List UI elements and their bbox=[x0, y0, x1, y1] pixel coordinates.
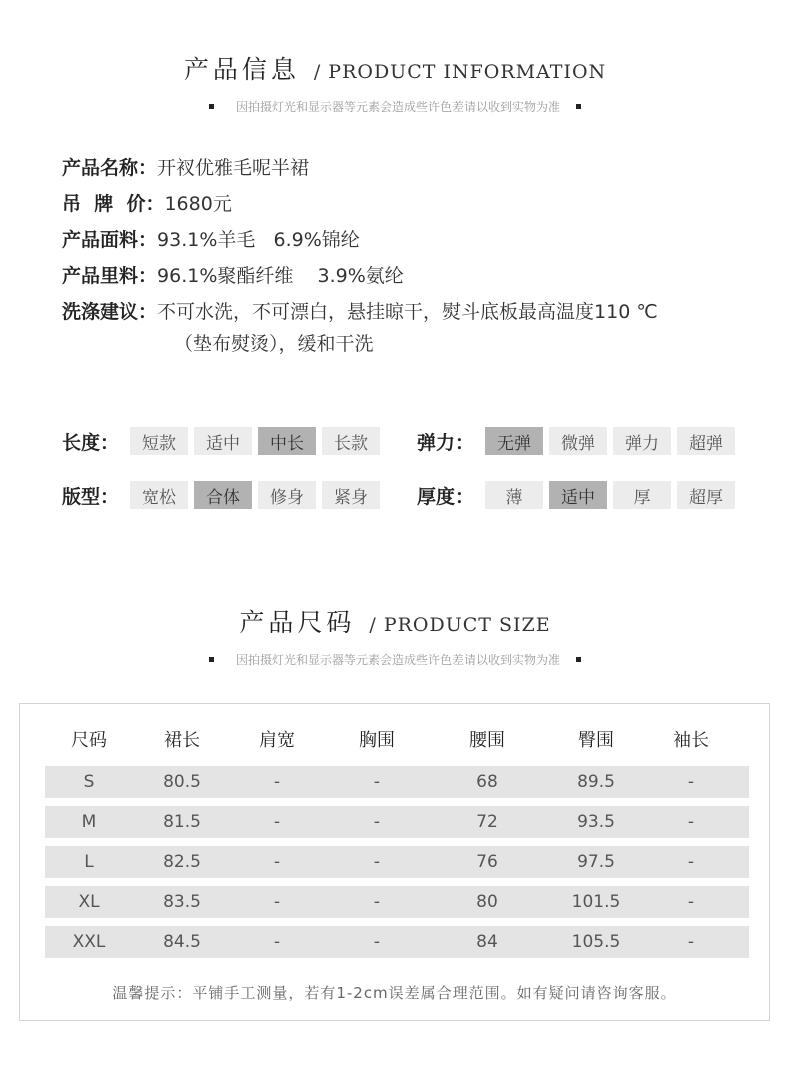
elasticity-option: 微弹 bbox=[549, 427, 607, 455]
product-size-title-en: / PRODUCT SIZE bbox=[369, 614, 551, 636]
table-row bbox=[45, 926, 749, 958]
length-option: 中长 bbox=[258, 427, 316, 455]
fabric-label: 产品面料： bbox=[62, 229, 158, 251]
length-option: 短款 bbox=[130, 427, 188, 455]
table-cell: S bbox=[83, 772, 95, 792]
table-cell: - bbox=[273, 852, 281, 872]
header-cell: 尺码 bbox=[71, 730, 107, 751]
table-cell: - bbox=[273, 932, 281, 952]
header-cell: 袖长 bbox=[673, 730, 709, 751]
table-cell: 93.5 bbox=[577, 812, 615, 832]
info-row-wash bbox=[62, 294, 658, 330]
table-cell: 76 bbox=[476, 852, 498, 872]
thickness-label: 厚度： bbox=[417, 485, 475, 508]
header-cell: 肩宽 bbox=[259, 730, 295, 751]
table-cell: - bbox=[687, 892, 695, 912]
header-cell: 胸围 bbox=[359, 730, 395, 751]
table-row bbox=[45, 886, 749, 918]
price-label: 吊 牌 价： bbox=[62, 193, 165, 215]
attr-elasticity bbox=[417, 427, 735, 455]
bullet-icon bbox=[576, 104, 581, 109]
length-option: 适中 bbox=[194, 427, 252, 455]
fit-option: 修身 bbox=[258, 481, 316, 509]
table-cell: 84.5 bbox=[163, 932, 201, 952]
table-cell: - bbox=[687, 852, 695, 872]
thickness-option: 薄 bbox=[485, 481, 543, 509]
info-row-fabric bbox=[62, 222, 658, 258]
table-cell: XXL bbox=[72, 932, 106, 952]
table-cell: 72 bbox=[476, 812, 498, 832]
fit-option: 紧身 bbox=[322, 481, 380, 509]
color-note bbox=[0, 651, 790, 668]
table-cell: L bbox=[84, 852, 94, 872]
table-cell: 83.5 bbox=[163, 892, 201, 912]
table-cell: 84 bbox=[476, 932, 498, 952]
table-cell: - bbox=[373, 932, 381, 952]
product-info-list bbox=[62, 150, 658, 362]
thickness-option: 厚 bbox=[613, 481, 671, 509]
table-cell: - bbox=[273, 892, 281, 912]
lining-value: 96.1%聚酯纤维 3.9%氨纶 bbox=[157, 265, 404, 287]
bullet-icon bbox=[209, 104, 214, 109]
table-row bbox=[45, 806, 749, 838]
table-cell: 101.5 bbox=[571, 892, 621, 912]
fit-label: 版型： bbox=[62, 485, 120, 508]
product-info-title: 产品信息 bbox=[183, 55, 300, 84]
product-size-header bbox=[0, 603, 790, 668]
size-table-header bbox=[20, 726, 769, 752]
table-cell: 89.5 bbox=[577, 772, 615, 792]
lining-label: 产品里料： bbox=[62, 265, 158, 287]
table-cell: 105.5 bbox=[571, 932, 621, 952]
length-label: 长度： bbox=[62, 431, 120, 454]
table-cell: 80.5 bbox=[163, 772, 201, 792]
attr-length bbox=[62, 427, 380, 455]
table-cell: M bbox=[81, 812, 97, 832]
table-cell: - bbox=[273, 772, 281, 792]
table-cell: 68 bbox=[476, 772, 498, 792]
table-cell: - bbox=[687, 932, 695, 952]
table-cell: - bbox=[273, 812, 281, 832]
measurement-tip: 温馨提示：平铺手工测量，若有1-2cm误差属合理范围。如有疑问请咨询客服。 bbox=[112, 984, 677, 1002]
table-cell: 80 bbox=[476, 892, 498, 912]
wash-value-cont: （垫布熨烫），缓和干洗 bbox=[174, 333, 374, 355]
elasticity-label: 弹力： bbox=[417, 431, 475, 454]
color-note-text: 因拍摄灯光和显示器等元素会造成些许色差请以收到实物为准 bbox=[235, 100, 560, 114]
product-size-title: 产品尺码 bbox=[239, 608, 356, 637]
name-value: 开衩优雅毛呢半裙 bbox=[157, 157, 310, 179]
product-info-title-en: / PRODUCT INFORMATION bbox=[313, 61, 607, 83]
wash-value: 不可水洗，不可漂白，悬挂晾干，熨斗底板最高温度110 ℃ bbox=[157, 301, 658, 323]
table-cell: 81.5 bbox=[163, 812, 201, 832]
table-row bbox=[45, 766, 749, 798]
info-row-lining bbox=[62, 258, 658, 294]
table-cell: - bbox=[373, 812, 381, 832]
product-info-header bbox=[0, 50, 790, 115]
header-cell: 裙长 bbox=[164, 730, 200, 751]
table-cell: - bbox=[373, 892, 381, 912]
table-row bbox=[45, 846, 749, 878]
table-cell: - bbox=[687, 812, 695, 832]
table-cell: - bbox=[373, 852, 381, 872]
elasticity-option: 弹力 bbox=[613, 427, 671, 455]
attr-fit bbox=[62, 481, 380, 509]
thickness-option: 适中 bbox=[549, 481, 607, 509]
table-cell: - bbox=[373, 772, 381, 792]
color-note-text: 因拍摄灯光和显示器等元素会造成些许色差请以收到实物为准 bbox=[235, 653, 560, 667]
table-cell: XL bbox=[78, 892, 100, 912]
header-cell: 臀围 bbox=[578, 730, 614, 751]
bullet-icon bbox=[576, 657, 581, 662]
header-cell: 腰围 bbox=[469, 730, 505, 751]
fabric-value: 93.1%羊毛 6.9%锦纶 bbox=[157, 229, 360, 251]
table-cell: 97.5 bbox=[577, 852, 615, 872]
info-row-price bbox=[62, 186, 658, 222]
table-cell: - bbox=[687, 772, 695, 792]
fit-option: 合体 bbox=[194, 481, 252, 509]
wash-label: 洗涤建议： bbox=[62, 301, 158, 323]
color-note bbox=[0, 98, 790, 115]
fit-option: 宽松 bbox=[130, 481, 188, 509]
length-option: 长款 bbox=[322, 427, 380, 455]
size-table bbox=[19, 703, 770, 1021]
attr-thickness bbox=[417, 481, 735, 509]
price-value: 1680元 bbox=[164, 193, 232, 215]
elasticity-option: 超弹 bbox=[677, 427, 735, 455]
thickness-option: 超厚 bbox=[677, 481, 735, 509]
bullet-icon bbox=[209, 657, 214, 662]
name-label: 产品名称： bbox=[62, 157, 158, 179]
elasticity-option: 无弹 bbox=[485, 427, 543, 455]
info-row-name bbox=[62, 150, 658, 186]
table-cell: 82.5 bbox=[163, 852, 201, 872]
